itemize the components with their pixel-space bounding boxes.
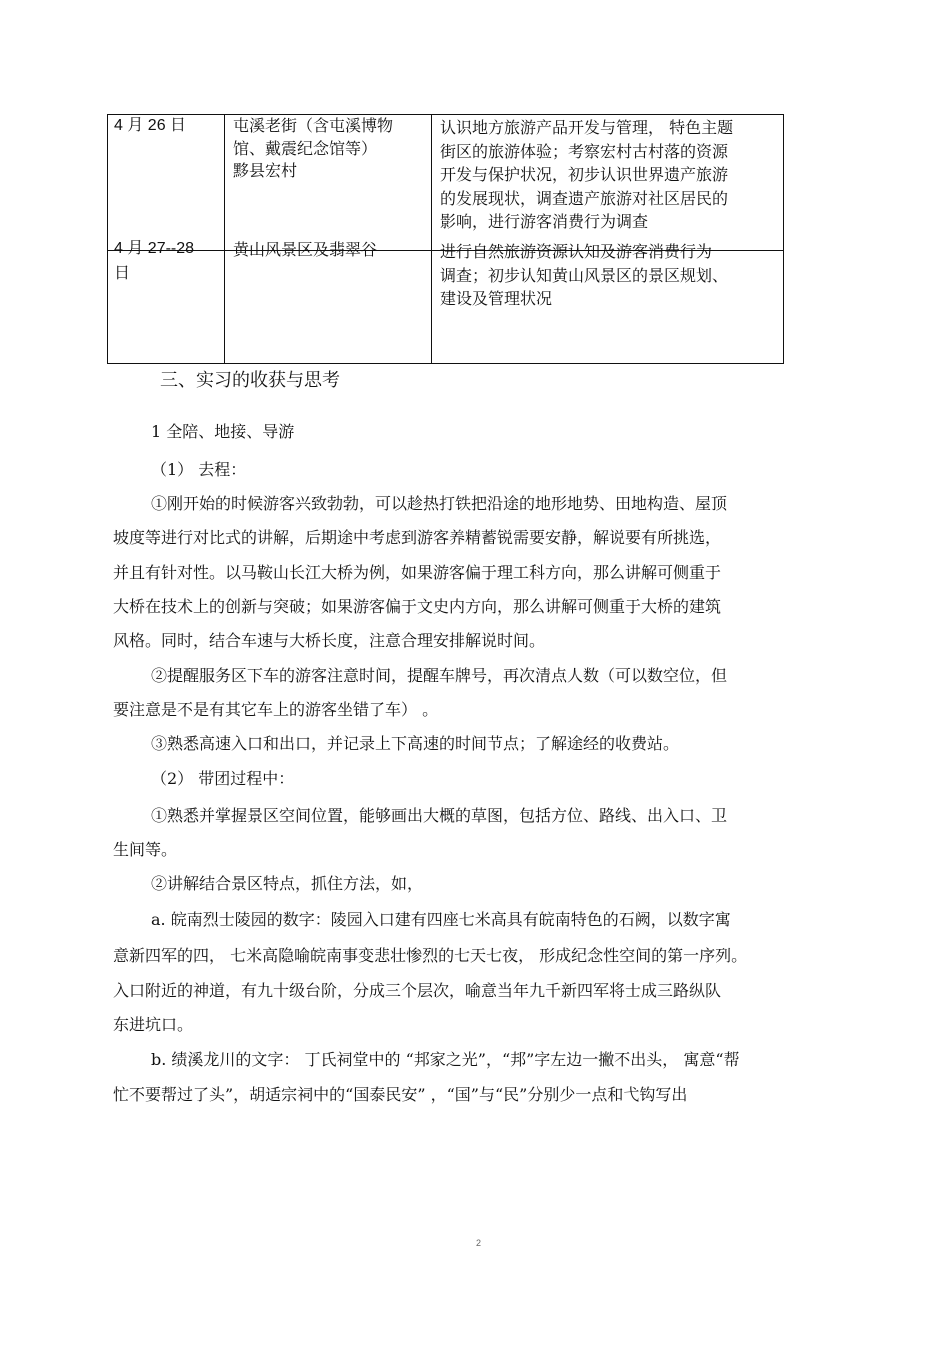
body-line: a. 皖南烈士陵园的数字：陵园入口建有四座七米高具有皖南特色的石阙，以数字寓 (151, 910, 731, 929)
table-cell-content: 认识地方旅游产品开发与管理， 特色主题 街区的旅游体验；考察宏村古村落的资源 开发与保护状况，初步认识世界遗产旅游 的发展现状，调查遗产旅游对社区居民的 影响，进行游客消费行为调查 (440, 118, 734, 231)
body-line: 要注意是不是有其它车上的游客坐错了车） 。 (113, 700, 439, 719)
body-line: ①刚开始的时候游客兴致勃勃，可以趁热打铁把沿途的地形地势、田地构造、屋顶 (151, 494, 728, 513)
body-line: ③熟悉高速入口和出口，并记录上下高速的时间节点；了解途经的收费站。 (151, 734, 680, 753)
body-line: b. 绩溪龙川的文字： 丁氏祠堂中的 “邦家之光”，“邦”字左边一撇不出头， 寓意“帮 (151, 1050, 740, 1069)
table-cell-content: 进行自然旅游资源认知及游客消费行为 调查；初步认知黄山风景区的景区规划、 建设及管理状况 (440, 242, 729, 308)
body-line: ②讲解结合景区特点，抓住方法，如， (151, 874, 424, 893)
table-cell-date: 4 月 26 日 (114, 117, 187, 134)
schedule-table (107, 114, 784, 364)
page-number: 2 (476, 1238, 482, 1248)
body-line: 入口附近的神道，有九十级台阶，分成三个层次，喻意当年九千新四军将士成三路纵队 (113, 981, 722, 1000)
table-cell-place: 黄山风景区及翡翠谷 (233, 240, 378, 259)
body-line: 大桥在技术上的创新与突破；如果游客偏于文史内方向，那么讲解可侧重于大桥的建筑 (113, 597, 722, 616)
table-column-divider (431, 115, 432, 363)
body-line: ②提醒服务区下车的游客注意时间，提醒车牌号，再次清点人数（可以数空位，但 (151, 666, 728, 685)
body-line: ①熟悉并掌握景区空间位置，能够画出大概的草图，包括方位、路线、出入口、卫 (151, 806, 728, 825)
body-line: （2） 带团过程中： (151, 769, 295, 788)
body-line: 风格。同时，结合车速与大桥长度，注意合理安排解说时间。 (113, 631, 546, 650)
table-cell-date: 4 月 27--28 日 (114, 240, 195, 282)
body-line: 生间等。 (113, 840, 178, 859)
subsection-heading: 1 全陪、地接、导游 (151, 422, 295, 441)
table-column-divider (224, 115, 225, 363)
body-line: 忙不要帮过了头”，胡适宗祠中的“国泰民安” ，“国”与“民”分别少一点和弋钩写出 (113, 1085, 688, 1104)
body-line: （1） 去程： (151, 460, 247, 479)
body-line: 坡度等进行对比式的讲解，后期途中考虑到游客养精蓄锐需要安静，解说要有所挑选， (113, 528, 722, 547)
table-cell-place: 屯溪老街（含屯溪博物 馆、戴震纪念馆等） 黟县宏村 (233, 116, 394, 180)
section-heading: 三、实习的收获与思考 (160, 370, 340, 391)
body-line: 意新四军的四， 七米高隐喻皖南事变悲壮惨烈的七天七夜， 形成纪念性空间的第一序列。 (113, 946, 748, 965)
body-line: 并且有针对性。以马鞍山长江大桥为例，如果游客偏于理工科方向，那么讲解可侧重于 (113, 563, 722, 582)
body-line: 东进坑口。 (113, 1015, 194, 1034)
